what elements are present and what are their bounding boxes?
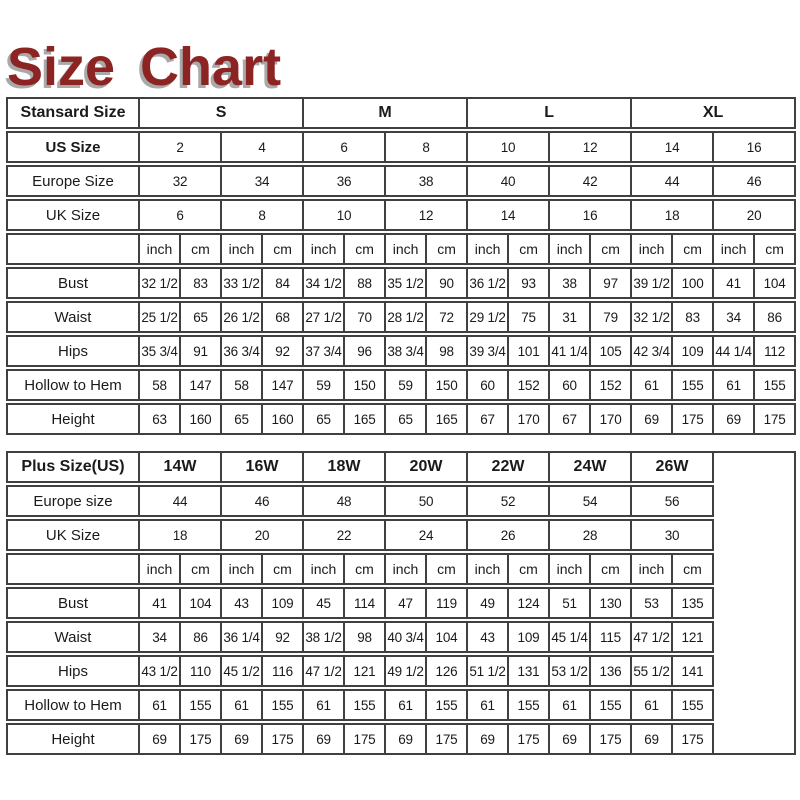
unit-label: inch	[714, 233, 755, 265]
measure-value: 39 1/2	[632, 267, 673, 299]
size-header: L	[468, 97, 632, 129]
measure-value: 141	[673, 655, 714, 687]
measure-value: 61	[304, 689, 345, 721]
size-header: 24W	[550, 451, 632, 483]
unit-label: cm	[263, 233, 304, 265]
measure-value: 170	[591, 403, 632, 435]
size-value: 14	[468, 199, 550, 231]
measure-value: 61	[468, 689, 509, 721]
measure-value: 104	[181, 587, 222, 619]
size-value: 42	[550, 165, 632, 197]
measure-value: 59	[304, 369, 345, 401]
measure-value: 126	[427, 655, 468, 687]
measure-value: 175	[673, 723, 714, 755]
size-value: 12	[550, 131, 632, 163]
measure-value: 92	[263, 621, 304, 653]
size-value: 46	[714, 165, 796, 197]
unit-label: cm	[673, 553, 714, 585]
measure-value: 92	[263, 335, 304, 367]
measure-value: 109	[509, 621, 550, 653]
measure-value: 69	[632, 723, 673, 755]
size-header: S	[140, 97, 304, 129]
size-row-label: UK Size	[6, 199, 140, 231]
size-value: 20	[714, 199, 796, 231]
measure-value: 88	[345, 267, 386, 299]
size-value: 10	[304, 199, 386, 231]
measure-value: 36 3/4	[222, 335, 263, 367]
unit-label: cm	[509, 233, 550, 265]
size-header: 18W	[304, 451, 386, 483]
measure-value: 28 1/2	[386, 301, 427, 333]
measure-value: 130	[591, 587, 632, 619]
measure-value: 155	[181, 689, 222, 721]
size-header: 22W	[468, 451, 550, 483]
measure-value: 91	[181, 335, 222, 367]
standard-size-table	[6, 95, 796, 437]
measure-value: 79	[591, 301, 632, 333]
size-header: 20W	[386, 451, 468, 483]
measure-value: 121	[673, 621, 714, 653]
measure-value: 69	[386, 723, 427, 755]
measure-value: 109	[673, 335, 714, 367]
size-value: 22	[304, 519, 386, 551]
unit-label: inch	[304, 233, 345, 265]
measure-value: 69	[632, 403, 673, 435]
measure-value: 124	[509, 587, 550, 619]
measure-value: 43	[468, 621, 509, 653]
unit-label: cm	[673, 233, 714, 265]
measure-value: 116	[263, 655, 304, 687]
measure-value: 65	[304, 403, 345, 435]
measure-value: 155	[427, 689, 468, 721]
measure-value: 34	[714, 301, 755, 333]
measure-value: 51 1/2	[468, 655, 509, 687]
unit-label: inch	[386, 553, 427, 585]
unit-label: cm	[345, 553, 386, 585]
size-value: 16	[550, 199, 632, 231]
unit-label: inch	[632, 553, 673, 585]
size-value: 6	[140, 199, 222, 231]
measure-value: 165	[345, 403, 386, 435]
measure-value: 45	[304, 587, 345, 619]
measure-value: 152	[591, 369, 632, 401]
measure-value: 105	[591, 335, 632, 367]
measure-value: 63	[140, 403, 181, 435]
unit-label: cm	[181, 233, 222, 265]
measure-value: 147	[181, 369, 222, 401]
empty-column	[714, 451, 796, 755]
size-row-label: Europe size	[6, 485, 140, 517]
measure-value: 104	[755, 267, 796, 299]
measure-value: 38 3/4	[386, 335, 427, 367]
measure-row-label: Height	[6, 403, 140, 435]
measure-value: 61	[714, 369, 755, 401]
size-value: 44	[140, 485, 222, 517]
measure-value: 100	[673, 267, 714, 299]
measure-value: 65	[181, 301, 222, 333]
unit-label: cm	[181, 553, 222, 585]
unit-label: cm	[755, 233, 796, 265]
measure-value: 112	[755, 335, 796, 367]
measure-value: 131	[509, 655, 550, 687]
unit-label: inch	[222, 233, 263, 265]
page-title: Size Chart	[7, 37, 282, 97]
unit-label: inch	[304, 553, 345, 585]
unit-label: inch	[386, 233, 427, 265]
measure-value: 152	[509, 369, 550, 401]
measure-row-label: Hips	[6, 655, 140, 687]
measure-value: 150	[345, 369, 386, 401]
measure-value: 68	[263, 301, 304, 333]
measure-value: 175	[673, 403, 714, 435]
unit-corner-cell	[6, 553, 140, 585]
measure-value: 36 1/2	[468, 267, 509, 299]
measure-value: 32 1/2	[140, 267, 181, 299]
size-value: 32	[140, 165, 222, 197]
size-value: 46	[222, 485, 304, 517]
measure-value: 175	[755, 403, 796, 435]
size-value: 40	[468, 165, 550, 197]
unit-label: inch	[468, 553, 509, 585]
measure-value: 96	[345, 335, 386, 367]
measure-value: 98	[345, 621, 386, 653]
size-value: 10	[468, 131, 550, 163]
measure-value: 42 3/4	[632, 335, 673, 367]
measure-value: 170	[509, 403, 550, 435]
measure-value: 69	[140, 723, 181, 755]
measure-value: 35 3/4	[140, 335, 181, 367]
unit-label: cm	[591, 553, 632, 585]
size-value: 26	[468, 519, 550, 551]
measure-value: 97	[591, 267, 632, 299]
measure-value: 155	[673, 689, 714, 721]
size-value: 34	[222, 165, 304, 197]
measure-value: 175	[181, 723, 222, 755]
measure-value: 93	[509, 267, 550, 299]
measure-value: 35 1/2	[386, 267, 427, 299]
measure-value: 58	[222, 369, 263, 401]
size-value: 56	[632, 485, 714, 517]
size-value: 18	[140, 519, 222, 551]
measure-value: 83	[181, 267, 222, 299]
measure-value: 175	[591, 723, 632, 755]
measure-value: 41	[140, 587, 181, 619]
measure-value: 43 1/2	[140, 655, 181, 687]
measure-value: 51	[550, 587, 591, 619]
measure-value: 155	[591, 689, 632, 721]
measure-value: 25 1/2	[140, 301, 181, 333]
measure-value: 155	[263, 689, 304, 721]
measure-row-label: Hips	[6, 335, 140, 367]
measure-value: 43	[222, 587, 263, 619]
measure-value: 69	[714, 403, 755, 435]
size-value: 44	[632, 165, 714, 197]
measure-value: 61	[222, 689, 263, 721]
measure-value: 160	[181, 403, 222, 435]
measure-value: 160	[263, 403, 304, 435]
measure-value: 90	[427, 267, 468, 299]
measure-value: 65	[386, 403, 427, 435]
size-value: 12	[386, 199, 468, 231]
measure-value: 109	[263, 587, 304, 619]
measure-row-label: Hollow to Hem	[6, 689, 140, 721]
measure-value: 83	[673, 301, 714, 333]
measure-value: 121	[345, 655, 386, 687]
measure-value: 72	[427, 301, 468, 333]
measure-value: 104	[427, 621, 468, 653]
measure-value: 86	[181, 621, 222, 653]
measure-value: 147	[263, 369, 304, 401]
corner-label: Plus Size(US)	[6, 451, 140, 483]
measure-value: 47 1/2	[304, 655, 345, 687]
measure-value: 41	[714, 267, 755, 299]
measure-value: 165	[427, 403, 468, 435]
measure-value: 175	[427, 723, 468, 755]
measure-value: 86	[755, 301, 796, 333]
measure-value: 61	[632, 369, 673, 401]
size-value: 24	[386, 519, 468, 551]
measure-value: 175	[263, 723, 304, 755]
measure-value: 59	[386, 369, 427, 401]
size-value: 52	[468, 485, 550, 517]
measure-value: 38	[550, 267, 591, 299]
measure-value: 115	[591, 621, 632, 653]
measure-value: 175	[345, 723, 386, 755]
measure-value: 69	[468, 723, 509, 755]
measure-value: 31	[550, 301, 591, 333]
measure-value: 84	[263, 267, 304, 299]
size-value: 2	[140, 131, 222, 163]
measure-value: 61	[140, 689, 181, 721]
size-header: XL	[632, 97, 796, 129]
unit-label: inch	[222, 553, 263, 585]
measure-value: 101	[509, 335, 550, 367]
measure-value: 44 1/4	[714, 335, 755, 367]
measure-value: 49 1/2	[386, 655, 427, 687]
size-value: 4	[222, 131, 304, 163]
size-header: M	[304, 97, 468, 129]
measure-value: 60	[550, 369, 591, 401]
measure-value: 33 1/2	[222, 267, 263, 299]
measure-value: 98	[427, 335, 468, 367]
measure-value: 40 3/4	[386, 621, 427, 653]
measure-value: 61	[550, 689, 591, 721]
measure-value: 53 1/2	[550, 655, 591, 687]
size-value: 50	[386, 485, 468, 517]
measure-value: 32 1/2	[632, 301, 673, 333]
size-value: 8	[386, 131, 468, 163]
size-value: 6	[304, 131, 386, 163]
measure-value: 65	[222, 403, 263, 435]
measure-value: 53	[632, 587, 673, 619]
measure-row-label: Bust	[6, 267, 140, 299]
measure-value: 29 1/2	[468, 301, 509, 333]
measure-value: 135	[673, 587, 714, 619]
measure-value: 34 1/2	[304, 267, 345, 299]
size-value: 8	[222, 199, 304, 231]
unit-label: cm	[263, 553, 304, 585]
size-value: 14	[632, 131, 714, 163]
measure-value: 69	[550, 723, 591, 755]
size-value: 48	[304, 485, 386, 517]
measure-value: 45 1/2	[222, 655, 263, 687]
measure-value: 110	[181, 655, 222, 687]
unit-label: inch	[140, 233, 181, 265]
measure-value: 61	[632, 689, 673, 721]
unit-label: inch	[550, 553, 591, 585]
measure-value: 136	[591, 655, 632, 687]
size-value: 54	[550, 485, 632, 517]
measure-value: 49	[468, 587, 509, 619]
measure-value: 119	[427, 587, 468, 619]
measure-value: 60	[468, 369, 509, 401]
size-header: 26W	[632, 451, 714, 483]
measure-value: 70	[345, 301, 386, 333]
size-value: 16	[714, 131, 796, 163]
measure-value: 114	[345, 587, 386, 619]
measure-value: 155	[673, 369, 714, 401]
size-row-label: UK Size	[6, 519, 140, 551]
size-value: 28	[550, 519, 632, 551]
unit-label: cm	[427, 233, 468, 265]
measure-value: 69	[304, 723, 345, 755]
size-row-label: Europe Size	[6, 165, 140, 197]
measure-value: 55 1/2	[632, 655, 673, 687]
unit-label: cm	[345, 233, 386, 265]
plus-size-table	[6, 449, 796, 757]
measure-value: 41 1/4	[550, 335, 591, 367]
unit-label: cm	[591, 233, 632, 265]
measure-value: 61	[386, 689, 427, 721]
unit-label: inch	[632, 233, 673, 265]
measure-value: 37 3/4	[304, 335, 345, 367]
measure-row-label: Waist	[6, 621, 140, 653]
unit-label: cm	[509, 553, 550, 585]
measure-value: 36 1/4	[222, 621, 263, 653]
corner-label: Stansard Size	[6, 97, 140, 129]
measure-value: 175	[509, 723, 550, 755]
measure-row-label: Height	[6, 723, 140, 755]
size-header: 16W	[222, 451, 304, 483]
measure-row-label: Bust	[6, 587, 140, 619]
measure-value: 38 1/2	[304, 621, 345, 653]
size-header: 14W	[140, 451, 222, 483]
size-value: 30	[632, 519, 714, 551]
measure-value: 75	[509, 301, 550, 333]
unit-label: cm	[427, 553, 468, 585]
size-value: 38	[386, 165, 468, 197]
measure-row-label: Hollow to Hem	[6, 369, 140, 401]
measure-value: 27 1/2	[304, 301, 345, 333]
size-value: 18	[632, 199, 714, 231]
measure-row-label: Waist	[6, 301, 140, 333]
measure-value: 150	[427, 369, 468, 401]
measure-value: 34	[140, 621, 181, 653]
unit-label: inch	[140, 553, 181, 585]
measure-value: 67	[468, 403, 509, 435]
unit-corner-cell	[6, 233, 140, 265]
measure-value: 155	[509, 689, 550, 721]
measure-value: 47	[386, 587, 427, 619]
measure-value: 45 1/4	[550, 621, 591, 653]
measure-value: 67	[550, 403, 591, 435]
measure-value: 58	[140, 369, 181, 401]
size-row-label: US Size	[6, 131, 140, 163]
measure-value: 69	[222, 723, 263, 755]
measure-value: 155	[755, 369, 796, 401]
unit-label: inch	[468, 233, 509, 265]
measure-value: 47 1/2	[632, 621, 673, 653]
unit-label: inch	[550, 233, 591, 265]
size-value: 20	[222, 519, 304, 551]
measure-value: 155	[345, 689, 386, 721]
size-value: 36	[304, 165, 386, 197]
measure-value: 39 3/4	[468, 335, 509, 367]
measure-value: 26 1/2	[222, 301, 263, 333]
